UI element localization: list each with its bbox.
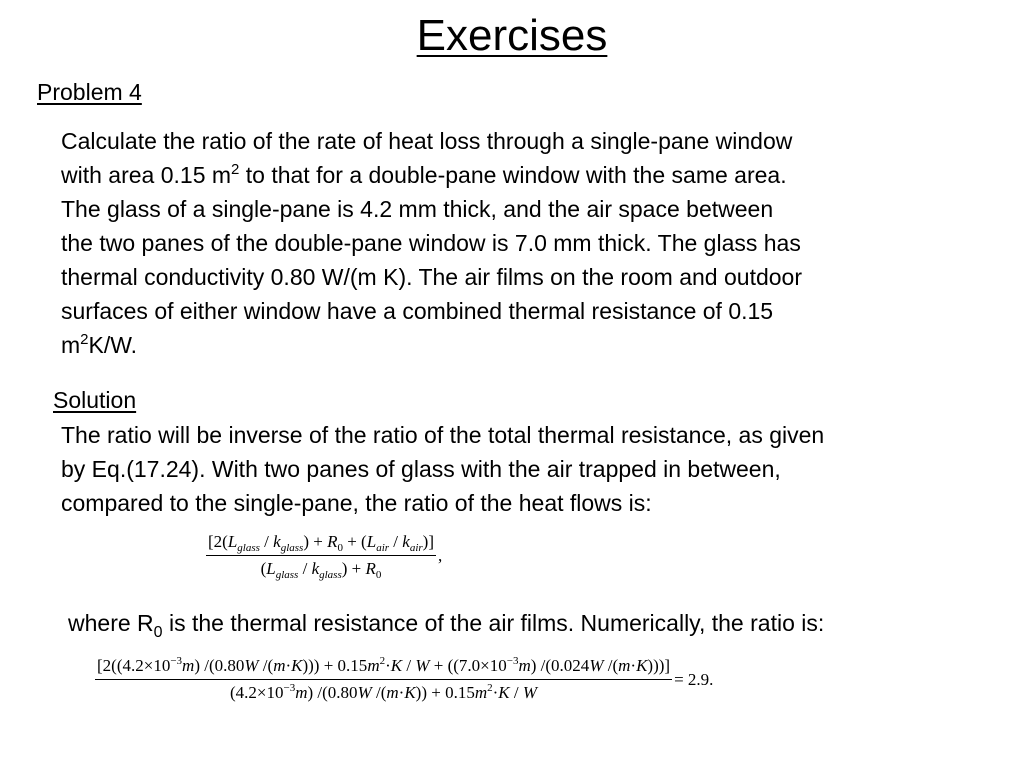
solution-line-1: The ratio will be inverse of the ratio of the total thermal resistance, as given xyxy=(61,422,825,448)
formula1-tail: , xyxy=(437,545,443,565)
where-suffix: is the thermal resistance of the air films. Numerically, the ratio is: xyxy=(162,610,825,636)
slide-title: Exercises xyxy=(416,11,608,60)
problem-line-5: thermal conductivity 0.80 W/(m K). The air films on the room and outdoor xyxy=(61,264,802,290)
where-sub: 0 xyxy=(153,624,163,641)
formula1-numerator: $[2(L_{glass} / k_{glass}) + R_0 + (L_{air} / k_{air})]$ xyxy=(208,532,434,554)
where-prefix: where R xyxy=(68,610,154,636)
formula2-bar xyxy=(95,679,672,680)
problem-line-2-sup: 2 xyxy=(231,161,240,178)
problem-line-2 xyxy=(61,158,802,192)
formula2-denominator: $(4.2\times 10^{-3}m)$ /(0.80W $/(m\cdot K)) + 0.15m^2\cdot K / W$ xyxy=(230,682,538,702)
problem-line-7 xyxy=(61,328,802,362)
problem-line-1: Calculate the ratio of the rate of heat loss through a single-pane window xyxy=(61,128,793,154)
formula1-fraction xyxy=(206,532,436,579)
solution-text xyxy=(61,418,824,520)
problem-line-3: The glass of a single-pane is 4.2 mm thick, and the air space between xyxy=(61,196,774,222)
formula2-numerator: [$2((4.2\times 10^{-3}m)$ /(0.80W $/(m\cdot K))) + 0.15m^2\cdot K / W + ((7.0\times 10^{-3}m)$ /(0.024W /(m·K)))] xyxy=(97,655,671,675)
ratio-formula-symbolic xyxy=(206,532,442,579)
problem-line-7-prefix: m xyxy=(61,332,81,358)
problem-heading: Problem 4 xyxy=(37,79,142,105)
problem-line-7-rest: K/W. xyxy=(88,332,138,358)
ratio-formula-numeric xyxy=(95,656,713,703)
problem-line-2-rest: to that for a double-pane window with the same area. xyxy=(245,162,787,188)
formula2-fraction xyxy=(95,656,672,703)
solution-heading: Solution xyxy=(53,387,137,413)
problem-line-7-sup: 2 xyxy=(80,331,89,348)
problem-line-2-prefix: with area 0.15 m xyxy=(61,162,232,188)
problem-line-6: surfaces of either window have a combined thermal resistance of 0.15 xyxy=(61,298,774,324)
problem-text xyxy=(61,124,802,362)
problem-line-4: the two panes of the double-pane window is 7.0 mm thick. The glass has xyxy=(61,230,801,256)
solution-line-3: compared to the single-pane, the ratio of the heat flows is: xyxy=(61,490,652,516)
where-text xyxy=(68,606,824,640)
formula1-bar xyxy=(206,555,436,556)
solution-line-2: by Eq.(17.24). With two panes of glass with the air trapped in between, xyxy=(61,456,781,482)
where-line xyxy=(68,606,824,640)
formula1-denominator: $(L_{glass} / k_{glass}) + R_0$ xyxy=(260,559,382,581)
formula2-result: = 2.9. xyxy=(674,669,714,689)
